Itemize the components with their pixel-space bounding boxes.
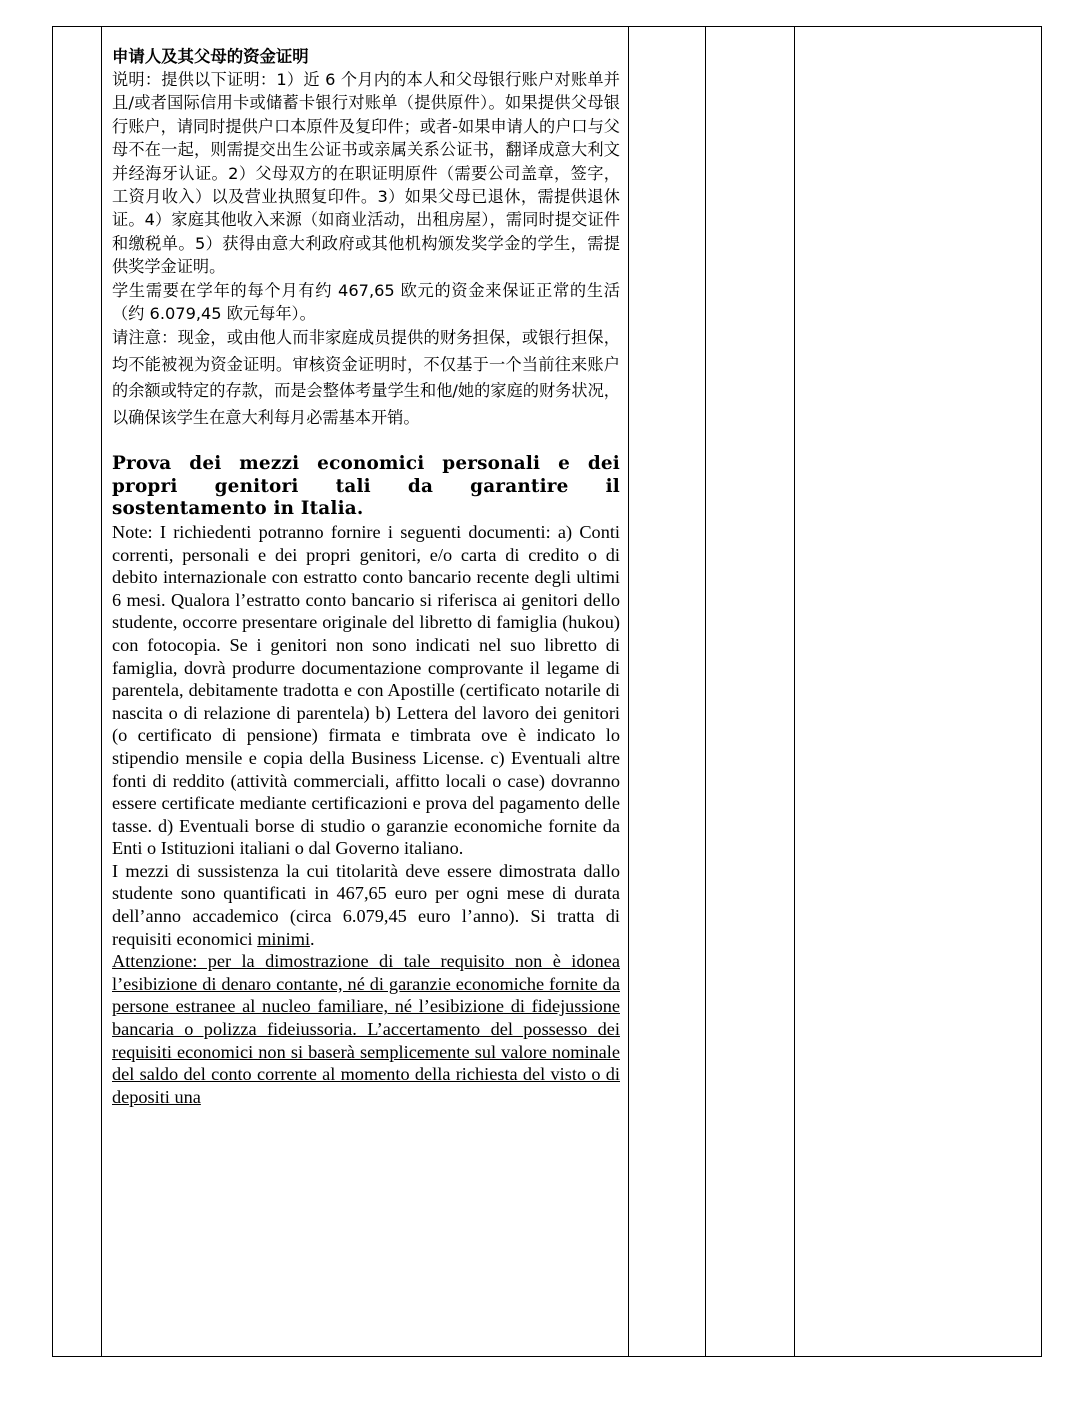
italian-amount-end: . — [310, 928, 315, 949]
italian-amount-emphasis: minimi — [257, 928, 311, 949]
document-table — [52, 26, 1042, 1357]
italian-section-title: Prova dei mezzi economici personali e dei propri genitori tali da garantire il sostentamento in Italia. — [112, 453, 620, 520]
table-column-divider — [101, 27, 102, 1356]
requirements-cell — [112, 45, 620, 1108]
italian-amount-text: I mezzi di sussistenza la cui titolarità deve essere dimostrata dallo studente sono quantificati in 467,65 euro per ogni mese di durata dell’anno accademico (circa 6.079,45 euro l’anno). Si tratta di requisiti economici — [112, 860, 620, 949]
table-column-divider — [794, 27, 795, 1356]
chinese-section-note: 说明：提供以下证明：1）近 6 个月内的本人和父母银行账户对账单并且/或者国际信用卡或储蓄卡银行对账单（提供原件）。如果提供父母银行账户，请同时提供户口本原件及复印件；或者-如果申请人的户口与父母不在一起，则需提交出生公证书或亲属关系公证书，翻译成意大利文并经海牙认证。2）父母双方的在职证明原件（需要公司盖章，签字，工资月收入）以及营业执照复印件。3）如果父母已退休，需提供退休证。4）家庭其他收入来源（如商业活动，出租房屋），需同时提交证件和缴税单。5）获得由意大利政府或其他机构颁发奖学金的学生，需提供奖学金证明。 — [112, 70, 620, 277]
table-column-divider — [705, 27, 706, 1356]
italian-section-amount — [112, 860, 620, 950]
table-column-divider — [628, 27, 629, 1356]
chinese-section-amount: 学生需要在学年的每个月有约 467,65 欧元的资金来保证正常的生活（约 6.079,45 欧元每年）。 — [112, 280, 620, 324]
chinese-section-title: 申请人及其父母的资金证明 — [112, 47, 309, 66]
chinese-section-attention: 请注意：现金，或由他人而非家庭成员提供的财务担保，或银行担保，均不能被视为资金证明。审核资金证明时，不仅基于一个当前往来账户的余额或特定的存款，而是会整体考量学生和他/她的家庭的财务状况，以确保该学生在意大利每月必需基本开销。 — [112, 328, 620, 427]
italian-section-note: Note: I richiedenti potranno fornire i seguenti documenti: a) Conti correnti, personali e dei propri genitori, e/o carta di credito o di debito internazionale con estratto conto bancario recente degli ultimi 6 mesi. Qualora l’estratto conto bancario si riferisca ai genitori dello studente, occorre presentare originale del libretto di famiglia (hukou) con fotocopia. Se i genitori non sono indicati nel suo libretto di famiglia, dovrà produrre documentazione comprovante il legame di parentela, debitamente tradotta e con Apostille (certificato notarile di nascita o di relazione di parentela) b) Lettera del lavoro dei genitori (o certificato di pensione) firmata e timbrata ove è indicato lo stipendio mensile e copia della Business License. c) Eventuali altre fonti di reddito (attività commerciali, affitto locali o case) dovranno essere certificate mediante certificazioni e prova del pagamento delle tasse. d) Eventuali borse di studio o garanzie economiche fornite da Enti o Istituzioni italiani o dal Governo italiano. — [112, 521, 620, 859]
section-spacer — [112, 431, 620, 453]
italian-section-attention: Attenzione: per la dimostrazione di tale requisito non è idonea l’esibizione di denaro contante, né di garanzie economiche fornite da persone estranee al nucleo familiare, né l’esibizione di fidejussione bancaria o polizza fideiussoria. L’accertamento del possesso dei requisiti economici non si baserà semplicemente sul valore nominale del saldo del conto corrente al momento della richiesta del visto o di depositi una — [112, 951, 620, 1107]
